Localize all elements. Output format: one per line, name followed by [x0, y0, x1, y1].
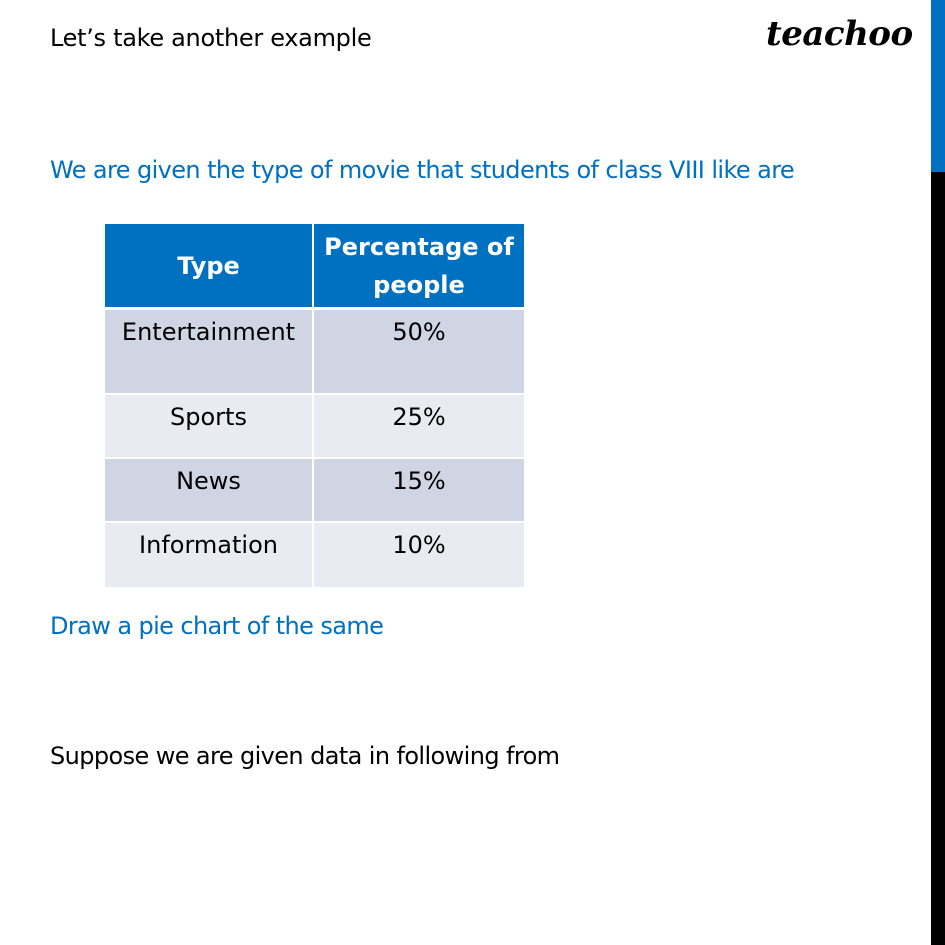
- table-row: [105, 310, 524, 395]
- task-prompt: Draw a pie chart of the same: [50, 612, 384, 640]
- cell-type: News: [105, 459, 314, 523]
- followup-text: Suppose we are given data in following from: [50, 742, 560, 770]
- intro-text: We are given the type of movie that students of class VIII like are: [50, 156, 795, 184]
- cell-percentage: 50%: [314, 310, 524, 395]
- cell-type: Entertainment: [105, 310, 314, 395]
- cell-percentage: 15%: [314, 459, 524, 523]
- cell-type: Information: [105, 523, 314, 587]
- slide-heading: Let’s take another example: [50, 24, 372, 52]
- movie-type-table: [105, 224, 524, 587]
- cell-percentage: 25%: [314, 395, 524, 459]
- teachoo-logo: teachoo: [766, 14, 913, 54]
- header-type: Type: [105, 224, 314, 310]
- table-row: [105, 395, 524, 459]
- table-row: [105, 459, 524, 523]
- table-header-row: [105, 224, 524, 310]
- header-percentage: Percentage of people: [314, 224, 524, 310]
- cell-type: Sports: [105, 395, 314, 459]
- side-accent-bar-black: [931, 172, 945, 945]
- side-accent-bar-blue: [931, 0, 945, 172]
- cell-percentage: 10%: [314, 523, 524, 587]
- table-row: [105, 523, 524, 587]
